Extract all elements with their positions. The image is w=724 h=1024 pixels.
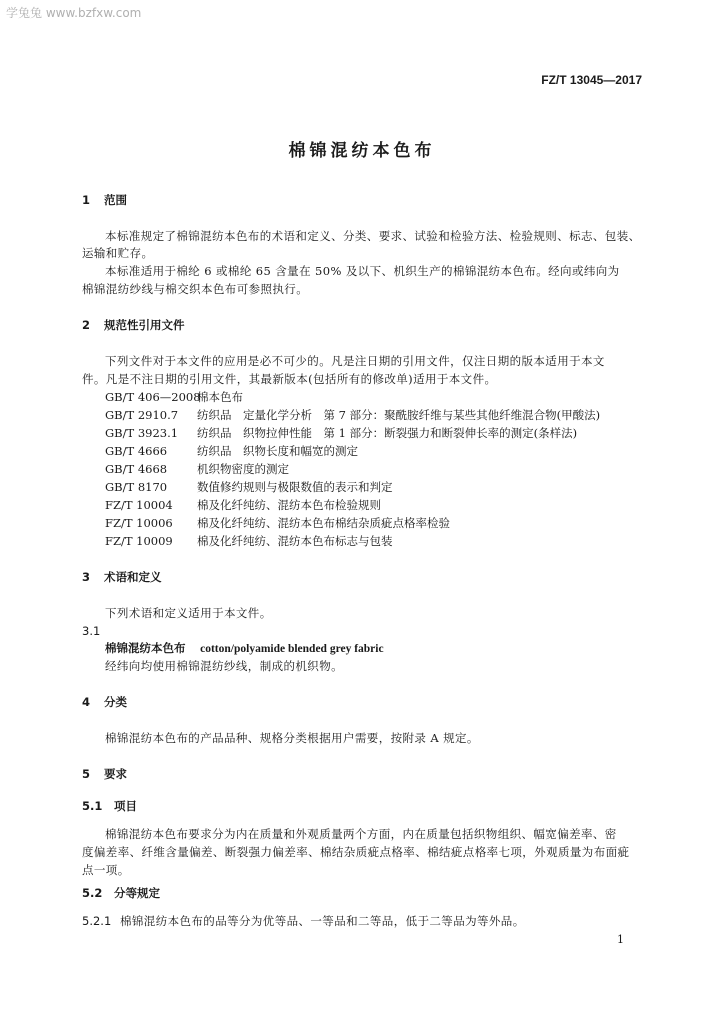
reference-item xyxy=(105,516,450,531)
reference-title: 纺织品 织物长度和幅宽的测定 xyxy=(197,444,358,458)
document-title: 棉锦混纺本色布 xyxy=(288,141,436,161)
subsection-title: 项目 xyxy=(114,799,137,813)
section-heading-normative-references xyxy=(82,318,185,333)
reference-code: GB/T 406—2008 xyxy=(105,390,201,404)
reference-code: GB/T 4666 xyxy=(105,444,168,458)
section-heading-classification xyxy=(82,695,127,710)
reference-code: GB/T 8170 xyxy=(105,480,168,494)
reference-item xyxy=(105,444,358,459)
section-number: 3 xyxy=(82,570,91,584)
section-number: 1 xyxy=(82,193,91,207)
clause-5-2-1 xyxy=(82,914,525,929)
subsection-number: 5.1 xyxy=(82,799,103,813)
reference-code: FZ/T 10006 xyxy=(105,516,173,530)
term-chinese: 棉锦混纺本色布 xyxy=(105,641,186,655)
paragraph-line: 本标准适用于棉纶 6 或棉纶 65 含量在 50% 及以下、机织生产的棉锦混纺本色布。经向或纬向为 xyxy=(105,264,620,278)
reference-item xyxy=(105,534,393,549)
term-entry xyxy=(105,641,384,657)
document-number: FZ/T 13045—2017 xyxy=(541,73,642,87)
reference-code: GB/T 3923.1 xyxy=(105,426,179,440)
reference-title: 棉及化纤纯纺、混纺本色布棉结杂质疵点格率检验 xyxy=(197,516,450,530)
section-heading-terms xyxy=(82,570,162,585)
section-title: 规范性引用文件 xyxy=(104,318,185,332)
paragraph-line: 本标准规定了棉锦混纺本色布的术语和定义、分类、要求、试验和检验方法、检验规则、标志、包装、 xyxy=(105,229,641,243)
section-title: 范围 xyxy=(104,193,127,207)
reference-item xyxy=(105,426,577,441)
reference-title: 纺织品 织物拉伸性能 第 1 部分：断裂强力和断裂伸长率的测定(条样法) xyxy=(197,426,578,440)
subsection-number: 3.1 xyxy=(82,624,101,638)
reference-title: 棉及化纤纯纺、混纺本色布标志与包装 xyxy=(197,534,393,548)
reference-item xyxy=(105,390,243,405)
reference-title: 机织物密度的测定 xyxy=(197,462,289,476)
subsection-heading-grading xyxy=(82,886,160,901)
paragraph-line: 下列文件对于本文件的应用是必不可少的。凡是注日期的引用文件，仅注日期的版本适用于本文 xyxy=(105,354,605,368)
reference-item xyxy=(105,462,289,477)
term-english: cotton/polyamide blended grey fabric xyxy=(200,643,384,655)
subsection-title: 分等规定 xyxy=(114,886,160,900)
subsection-heading-items xyxy=(82,799,137,814)
term-definition: 经纬向均使用棉锦混纺纱线，制成的机织物。 xyxy=(105,659,343,673)
reference-title: 数值修约规则与极限数值的表示和判定 xyxy=(197,480,393,494)
paragraph-line: 点一项。 xyxy=(82,863,130,877)
reference-code: GB/T 4668 xyxy=(105,462,168,476)
subsection-number: 5.2 xyxy=(82,886,103,900)
reference-title: 纺织品 定量化学分析 第 7 部分：聚酰胺纤维与某些其他纤维混合物(甲酸法) xyxy=(197,408,601,422)
clause-text: 棉锦混纺本色布的品等分为优等品、一等品和二等品，低于二等品为等外品。 xyxy=(120,914,525,928)
section-heading-scope xyxy=(82,193,127,208)
paragraph-line: 棉锦混纺本色布的产品品种、规格分类根据用户需要，按附录 A 规定。 xyxy=(105,731,479,745)
paragraph-line: 棉锦混纺纱线与棉交织本色布可参照执行。 xyxy=(82,282,309,296)
section-number: 2 xyxy=(82,318,91,332)
paragraph-line: 度偏差率、纤维含量偏差、断裂强力偏差率、棉结杂质疵点格率、棉结疵点格率七项，外观质量为布面疵 xyxy=(82,845,630,859)
page-number: 1 xyxy=(617,933,624,946)
reference-code: FZ/T 10009 xyxy=(105,534,173,548)
paragraph-line: 运输和贮存。 xyxy=(82,246,154,260)
section-number: 4 xyxy=(82,695,91,709)
section-heading-requirements xyxy=(82,767,127,782)
watermark: 学兔兔 www.bzfxw.com xyxy=(6,6,142,20)
reference-item xyxy=(105,480,393,495)
section-title: 要求 xyxy=(104,767,127,781)
clause-number: 5.2.1 xyxy=(82,914,112,928)
section-title: 术语和定义 xyxy=(104,570,162,584)
paragraph-line: 件。凡是不注日期的引用文件，其最新版本(包括所有的修改单)适用于本文件。 xyxy=(82,372,497,386)
paragraph-line: 下列术语和定义适用于本文件。 xyxy=(105,606,272,620)
section-number: 5 xyxy=(82,767,91,781)
reference-title: 棉及化纤纯纺、混纺本色布检验规则 xyxy=(197,498,381,512)
reference-code: GB/T 2910.7 xyxy=(105,408,179,422)
paragraph-line: 棉锦混纺本色布要求分为内在质量和外观质量两个方面，内在质量包括织物组织、幅宽偏差率、密 xyxy=(105,827,617,841)
reference-item xyxy=(105,498,381,513)
reference-title: 棉本色布 xyxy=(197,390,243,404)
section-title: 分类 xyxy=(104,695,127,709)
reference-code: FZ/T 10004 xyxy=(105,498,173,512)
reference-item xyxy=(105,408,600,423)
